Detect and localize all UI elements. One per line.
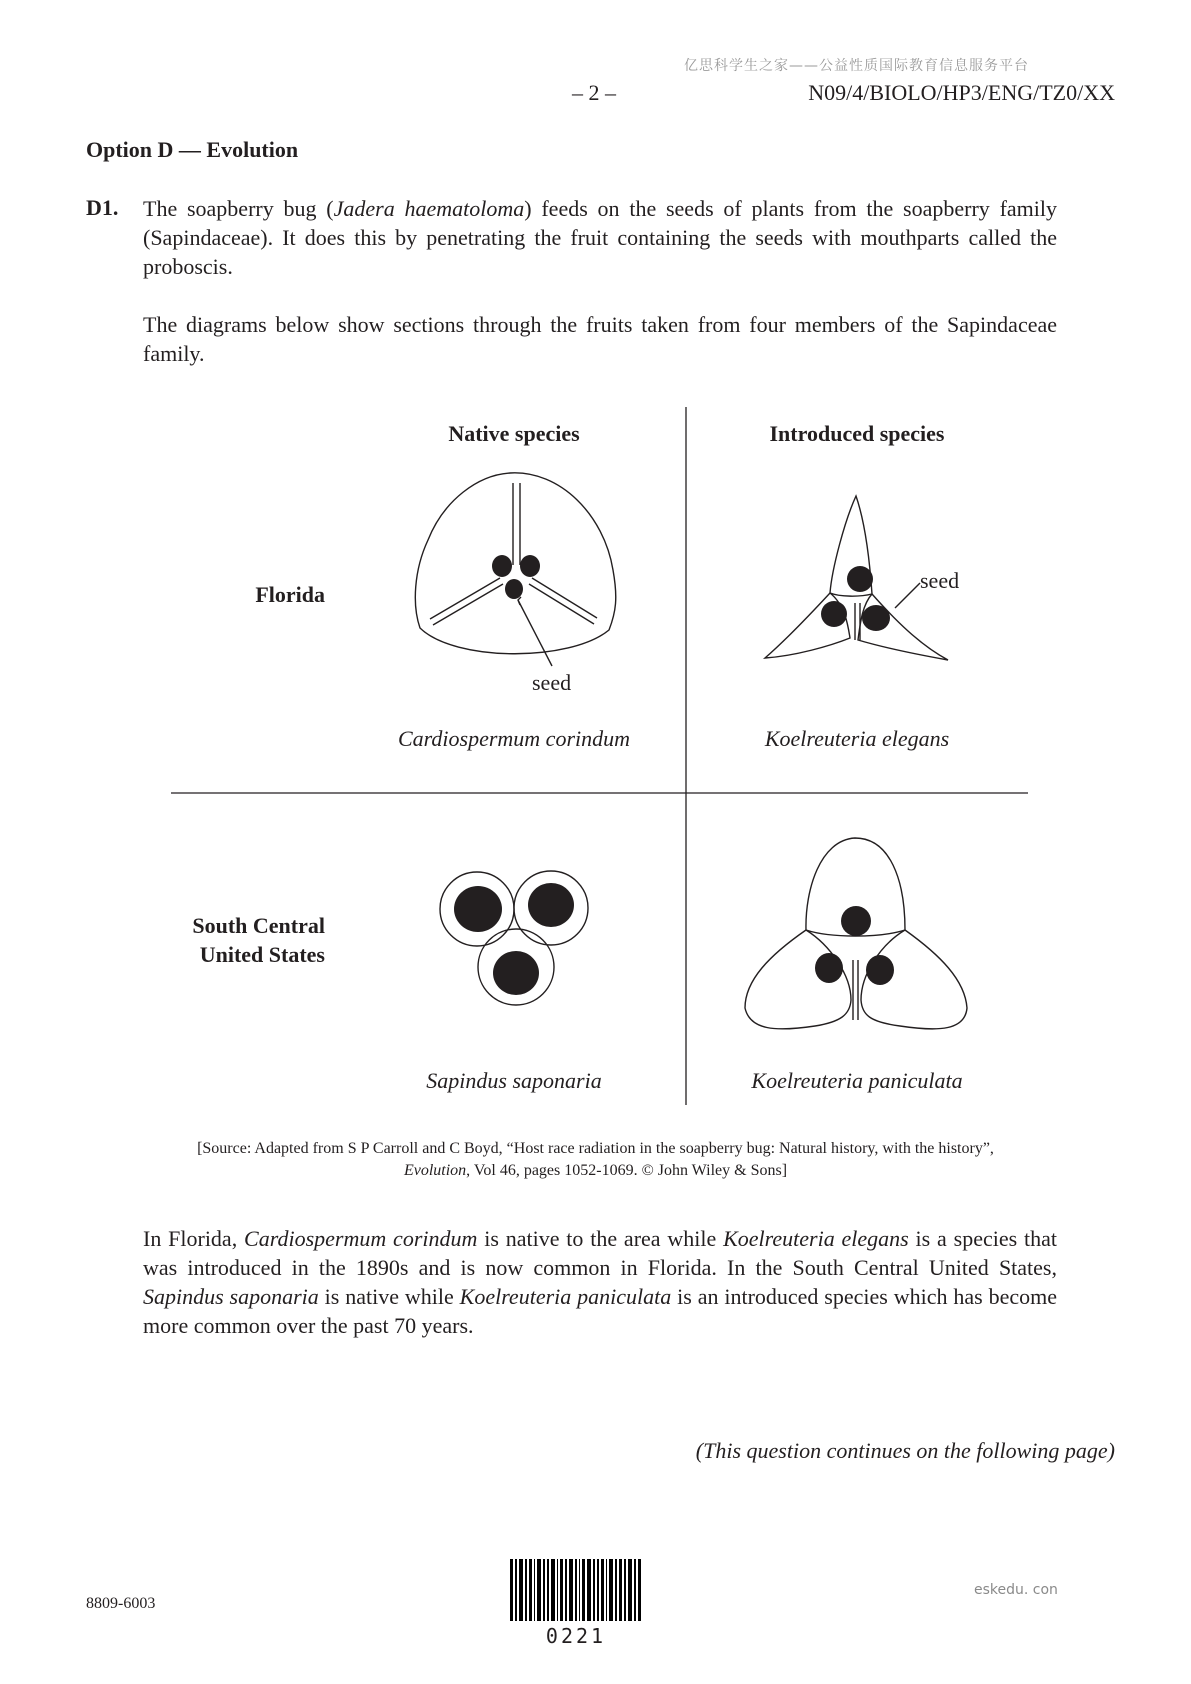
question-paragraph-3: In Florida, Cardiospermum corindum is native to the area while Koelreuteria elegans is a species that was introduced in the 1890s and is now common in Florida. In the South Central United States, Sapindus saponaria is native while Koelreuteria paniculata is an introduced species which has become more common over the past 70 years. [143, 1226, 1057, 1338]
seed [841, 906, 871, 936]
paper-code: N09/4/BIOLO/HP3/ENG/TZ0/XX [808, 80, 1115, 105]
seed [866, 955, 894, 985]
row-label-sc-line2: United States [199, 942, 325, 967]
seed [520, 555, 540, 577]
species-label-koelreuteria-paniculata: Koelreuteria paniculata [751, 1068, 963, 1093]
seed [528, 883, 574, 927]
row-label-florida: Florida [255, 582, 325, 607]
col-heading-introduced: Introduced species [769, 421, 945, 446]
col-heading-native: Native species [448, 421, 580, 446]
row-label-sc-line1: South Central [192, 913, 325, 938]
seed [505, 579, 523, 599]
seed [847, 566, 873, 592]
seed-label: seed [920, 568, 960, 593]
seed [821, 601, 847, 627]
question-paragraph-1: The soapberry bug (Jadera haematoloma) feeds on the seeds of plants from the soapberry family (Sapindaceae). It does this by penetrating the fruit containing the seeds with mouthparts called the proboscis. [143, 196, 1057, 279]
barcode [510, 1559, 642, 1621]
fruit-sections-figure [0, 400, 1191, 1120]
seed [493, 951, 539, 995]
footer-code: 8809-6003 [86, 1595, 156, 1612]
question-number: D1. [86, 195, 119, 220]
species-label-sapindus: Sapindus saponaria [426, 1068, 602, 1093]
watermark-text: 亿思科学生之家——公益性质国际教育信息服务平台 [684, 58, 1029, 74]
seed-label: seed [532, 670, 572, 695]
seed [862, 605, 890, 631]
continues-note: (This question continues on the following page) [695, 1438, 1115, 1463]
seed [492, 555, 512, 577]
question-paragraph-2: The diagrams below show sections through the fruits taken from four members of the Sapindaceae family. [143, 312, 1057, 366]
seed [815, 953, 843, 983]
site-watermark: eskedu. con [974, 1582, 1058, 1598]
figure-source-note: [Source: Adapted from S P Carroll and C Boyd, “Host race radiation in the soapberry bug: Natural history, with the history”, Evolution, Vol 46, pages 1052-1069. © John Wiley & Sons] [197, 1140, 994, 1179]
species-label-koelreuteria-elegans: Koelreuteria elegans [764, 726, 950, 751]
barcode-number: 0221 [545, 1624, 607, 1648]
species-label-cardiospermum: Cardiospermum corindum [397, 726, 631, 751]
seed [454, 886, 502, 932]
page-number: – 2 – [572, 80, 616, 105]
option-title: Option D — Evolution [86, 137, 299, 162]
cardiospermum-fruit-section [415, 473, 615, 666]
